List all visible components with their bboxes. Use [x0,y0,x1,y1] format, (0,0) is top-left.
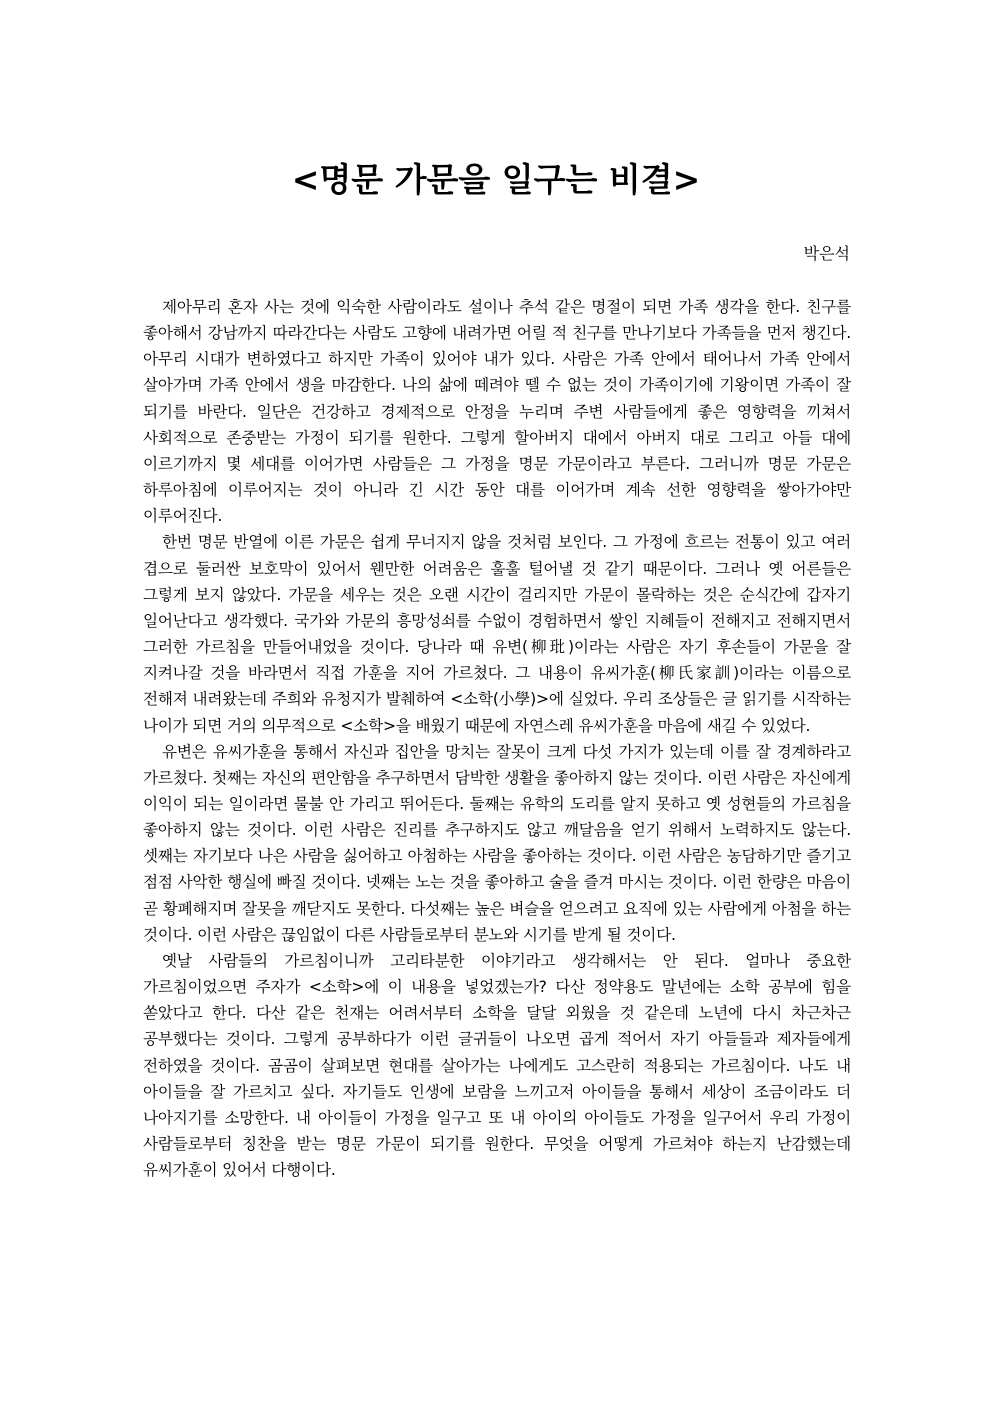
document-title: <명문 가문을 일구는 비결> [291,160,701,199]
paragraph: 제아무리 혼자 사는 것에 익숙한 사람이라도 설이나 추석 같은 명절이 되면 가족 생각을 한다. 친구를 좋아해서 강남까지 따라간다는 사람도 고향에 내려가면 어릴 적 친구를 만나기보다 가족들을 먼저 챙긴다. 아무리 시대가 변하였다고 하지만 가족이 있어야 내가 있다. 사람은 가족 안에서 태어나서 가족 안에서 살아가며 가족 안에서 생을 마감한다. 나의 삶에 떼려야 뗄 수 없는 것이 가족이기에 기왕이면 가족이 잘 되기를 바란다. 일단은 건강하고 경제적으로 안정을 누리며 주변 사람들에게 좋은 영향력을 끼쳐서 사회적으로 존중받는 가정이 되기를 원한다. 그렇게 할아버지 대에서 아버지 대로 그리고 아들 대에 이르기까지 몇 세대를 이어가면 사람들은 그 가정을 명문 가문이라고 부른다. 그러니까 명문 가문은 하루아침에 이루어지는 것이 아니라 긴 시간 동안 대를 이어가며 계속 선한 영향력을 쌓아가야만 이루어진다. [143,298,851,526]
document-body [143,294,851,1183]
paragraph: 유변은 유씨가훈을 통해서 자신과 집안을 망치는 잘못이 크게 다섯 가지가 있는데 이를 잘 경계하라고 가르쳤다. 첫째는 자신의 편안함을 추구하면서 담박한 생활을 좋아하지 않는 것이다. 이런 사람은 자신에게 이익이 되는 일이라면 물불 안 가리고 뛰어든다. 둘째는 유학의 도리를 알지 못하고 옛 성현들의 가르침을 좋아하지 않는 것이다. 이런 사람은 진리를 추구하지도 않고 깨달음을 얻기 위해서 노력하지도 않는다. 셋째는 자기보다 나은 사람을 싫어하고 아첨하는 사람을 좋아하는 것이다. 이런 사람은 농담하기만 즐기고 점점 사악한 행실에 빠질 것이다. 넷째는 노는 것을 좋아하고 술을 즐겨 마시는 것이다. 이런 한량은 마음이 곧 황폐해지며 잘못을 깨닫지도 못한다. 다섯째는 높은 벼슬을 얻으려고 요직에 있는 사람에게 아첨을 하는 것이다. 이런 사람은 끊임없이 다른 사람들로부터 분노와 시기를 받게 될 것이다. [143,742,851,944]
paragraph: 한번 명문 반열에 이른 가문은 쉽게 무너지지 않을 것처럼 보인다. 그 가정에 흐르는 전통이 있고 여러 겹으로 둘러싼 보호막이 있어서 웬만한 어려움은 훌훌 털어낼 것 같기 때문이다. 그러나 옛 어른들은 그렇게 보지 않았다. 가문을 세우는 것은 오랜 시간이 걸리지만 가문이 몰락하는 것은 순식간에 갑자기 일어난다고 생각했다. 국가와 가문의 흥망성쇠를 수없이 경험하면서 쌓인 지혜들이 전해지고 전해지면서 그러한 가르침을 만들어내었을 것이다. 당나라 때 유변(柳玭)이라는 사람은 자기 후손들이 가문을 잘 지켜나갈 것을 바라면서 직접 가훈을 지어 가르쳤다. 그 내용이 유씨가훈(柳氏家訓)이라는 이름으로 전해져 내려왔는데 주희와 유청지가 발췌하여 <소학(小學)>에 실었다. 우리 조상들은 글 읽기를 시작하는 나이가 되면 거의 의무적으로 <소학>을 배웠기 때문에 자연스레 유씨가훈을 마음에 새길 수 있었다. [143,533,851,735]
paragraph: 옛날 사람들의 가르침이니까 고리타분한 이야기라고 생각해서는 안 된다. 얼마나 중요한 가르침이었으면 주자가 <소학>에 이 내용을 넣었겠는가? 다산 정약용도 말년에는 소학 공부에 힘을 쏟았다고 한다. 다산 같은 천재는 어려서부터 소학을 달달 외웠을 것 같은데 노년에 다시 차근차근 공부했다는 것이다. 그렇게 공부하다가 이런 글귀들이 나오면 곱게 적어서 자기 아들들과 제자들에게 전하였을 것이다. 곰곰이 살펴보면 현대를 살아가는 나에게도 고스란히 적용되는 가르침이다. 나도 내 아이들을 잘 가르치고 싶다. 자기들도 인생에 보람을 느끼고저 아이들을 통해서 세상이 조금이라도 더 나아지기를 소망한다. 내 아이들이 가정을 일구고 또 내 아이의 아이들도 가정을 일구어서 우리 가정이 사람들로부터 칭찬을 받는 명문 가문이 되기를 원한다. 무엇을 어떻게 가르쳐야 하는지 난감했는데 유씨가훈이 있어서 다행이다. [143,951,851,1180]
document-author: 박은석 [803,244,850,263]
